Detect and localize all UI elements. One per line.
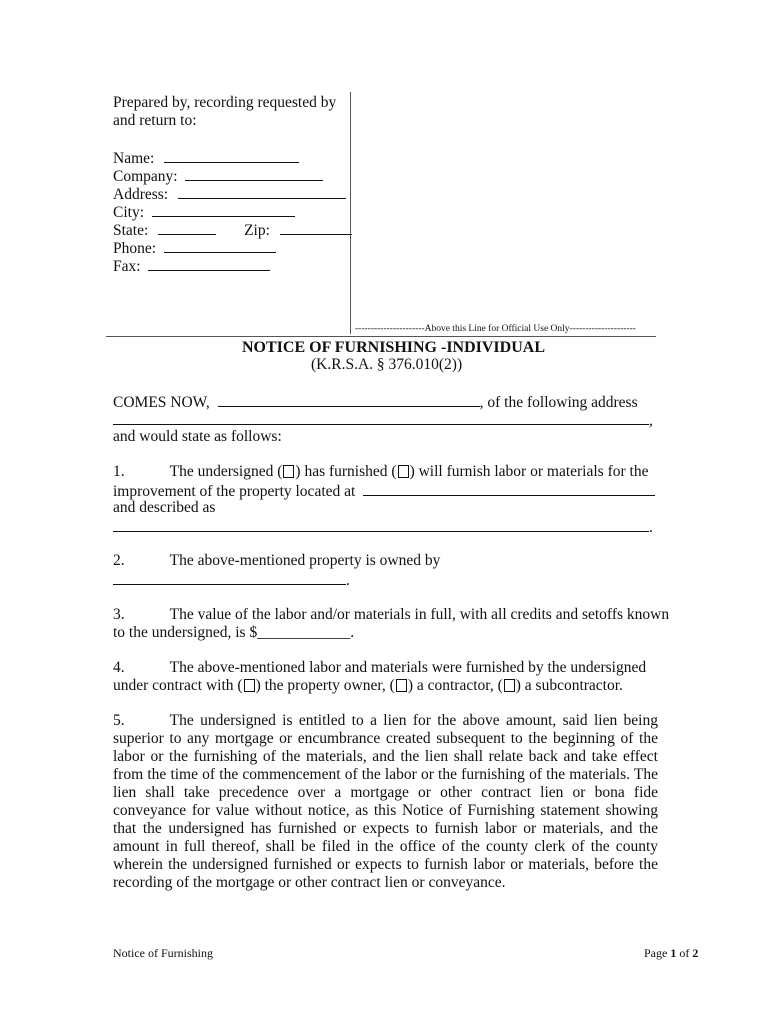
- phone-field[interactable]: [164, 238, 276, 253]
- p1-text-b: ) has furnished (: [295, 463, 397, 480]
- company-label: Company:: [113, 168, 178, 185]
- claimant-address-field[interactable]: [113, 410, 649, 425]
- document-title: NOTICE OF FURNISHING -INDIVIDUAL: [242, 339, 545, 356]
- following-address-label: , of the following address: [479, 394, 638, 411]
- paragraph-3-number: 3.: [113, 606, 125, 623]
- address-field[interactable]: [178, 184, 346, 199]
- property-location-field[interactable]: [363, 481, 655, 496]
- header-horizontal-divider: [106, 336, 656, 337]
- prepared-by-line1: Prepared by, recording requested by: [113, 94, 337, 111]
- paragraph-2-line2: [113, 570, 350, 590]
- name-field[interactable]: [164, 148, 299, 163]
- property-owner-field[interactable]: [113, 570, 346, 585]
- property-located-label: improvement of the property located at: [113, 483, 356, 500]
- paragraph-3-line2: to the undersigned, is $____________.: [113, 624, 355, 641]
- page-prefix: Page: [644, 946, 671, 960]
- paragraph-5-number: 5.: [113, 712, 125, 729]
- address-line-comma: ,: [649, 412, 653, 429]
- name-row: [113, 148, 299, 168]
- p2-period: .: [346, 572, 350, 589]
- paragraph-4-line1: [113, 659, 646, 677]
- page-total: 2: [692, 946, 699, 960]
- paragraph-2-number: 2.: [113, 552, 125, 569]
- p4-text-a: under contract with (: [113, 677, 243, 694]
- paragraph-1-line4: [113, 517, 653, 537]
- name-label: Name:: [113, 150, 155, 167]
- p4-text-d: ) a subcontractor.: [515, 677, 623, 694]
- p5-text: The undersigned is entitled to a lien for the above amount, said lien being superior to any mortgage or encumbrance created subsequent to the beginning of the labor or the furnishing of the materials, and the lien shall relate back and take effect from the time of the commencement of the labor or the furnishing of the materials. The lien shall take precedence over a mortgage or other contract lien or bona fide conveyance for value without notice, as this Notice of Furnishing statement showing that the undersigned has furnished or expects to furnish labor or materials, and the amount in full thereof, shall be filed in the office of the county clerk of the county wherein the undersigned furnished or expects to furnish labor or materials, before the recording of the mortgage or other contract lien or conveyance.: [113, 712, 658, 891]
- fax-field[interactable]: [148, 256, 270, 271]
- phone-label: Phone:: [113, 240, 157, 257]
- p3-text: The value of the labor and/or materials in full, with all credits and setoffs known: [169, 606, 670, 623]
- p4-text: The above-mentioned labor and materials were furnished by the undersigned: [169, 659, 647, 676]
- fax-row: [113, 256, 270, 276]
- p1-text-c: ) will furnish labor or materials for the: [409, 463, 649, 480]
- footer-title: Notice of Furnishing: [113, 946, 213, 960]
- paragraph-1-line1: [113, 463, 648, 481]
- state-zip-row: [113, 220, 352, 240]
- prepared-by-line2: and return to:: [113, 112, 197, 129]
- comes-now-label: COMES NOW,: [113, 394, 210, 411]
- paragraph-4-number: 4.: [113, 659, 125, 676]
- zip-label: Zip:: [244, 222, 270, 239]
- p4-text-c: ) a contractor, (: [407, 677, 503, 694]
- paragraph-4-line2: [113, 677, 623, 695]
- paragraph-2-line1: [113, 552, 440, 570]
- address-row: [113, 184, 346, 204]
- p4-text-b: ) the property owner, (: [255, 677, 395, 694]
- city-label: City:: [113, 204, 145, 221]
- company-field[interactable]: [185, 166, 323, 181]
- page-of: of: [676, 946, 693, 960]
- company-row: [113, 166, 323, 186]
- paragraph-1-line3: and described as: [113, 499, 216, 516]
- paragraph-1-line2: [113, 481, 655, 501]
- header-vertical-divider: [350, 92, 351, 334]
- p1-period: .: [649, 519, 653, 536]
- contractor-checkbox[interactable]: [396, 679, 407, 692]
- state-field[interactable]: [158, 220, 216, 235]
- city-field[interactable]: [152, 202, 295, 217]
- has-furnished-checkbox[interactable]: [283, 465, 294, 478]
- comes-now-row: [113, 392, 638, 412]
- will-furnish-checkbox[interactable]: [398, 465, 409, 478]
- property-owner-checkbox[interactable]: [244, 679, 255, 692]
- page-current: 1: [670, 946, 677, 960]
- paragraph-1-number: 1.: [113, 463, 125, 480]
- fax-label: Fax:: [113, 258, 141, 275]
- claimant-name-field[interactable]: [218, 392, 480, 407]
- paragraph-3-line1: [113, 606, 669, 624]
- state-as-follows: and would state as follows:: [113, 428, 282, 445]
- p2-text: The above-mentioned property is owned by: [169, 552, 441, 569]
- statute-reference: (K.R.S.A. § 376.010(2)): [311, 356, 463, 373]
- p1-text-a: The undersigned (: [169, 463, 283, 480]
- official-use-notice: ----------------------Above this Line for Official Use Only---------------------: [355, 324, 636, 334]
- state-label: State:: [113, 222, 149, 239]
- phone-row: [113, 238, 276, 258]
- address-label: Address:: [113, 186, 169, 203]
- page-number: [644, 944, 698, 962]
- paragraph-5: [113, 712, 658, 892]
- property-description-field[interactable]: [113, 517, 649, 532]
- city-row: [113, 202, 295, 222]
- zip-field[interactable]: [280, 220, 352, 235]
- subcontractor-checkbox[interactable]: [504, 679, 515, 692]
- address-line-row: [113, 410, 653, 430]
